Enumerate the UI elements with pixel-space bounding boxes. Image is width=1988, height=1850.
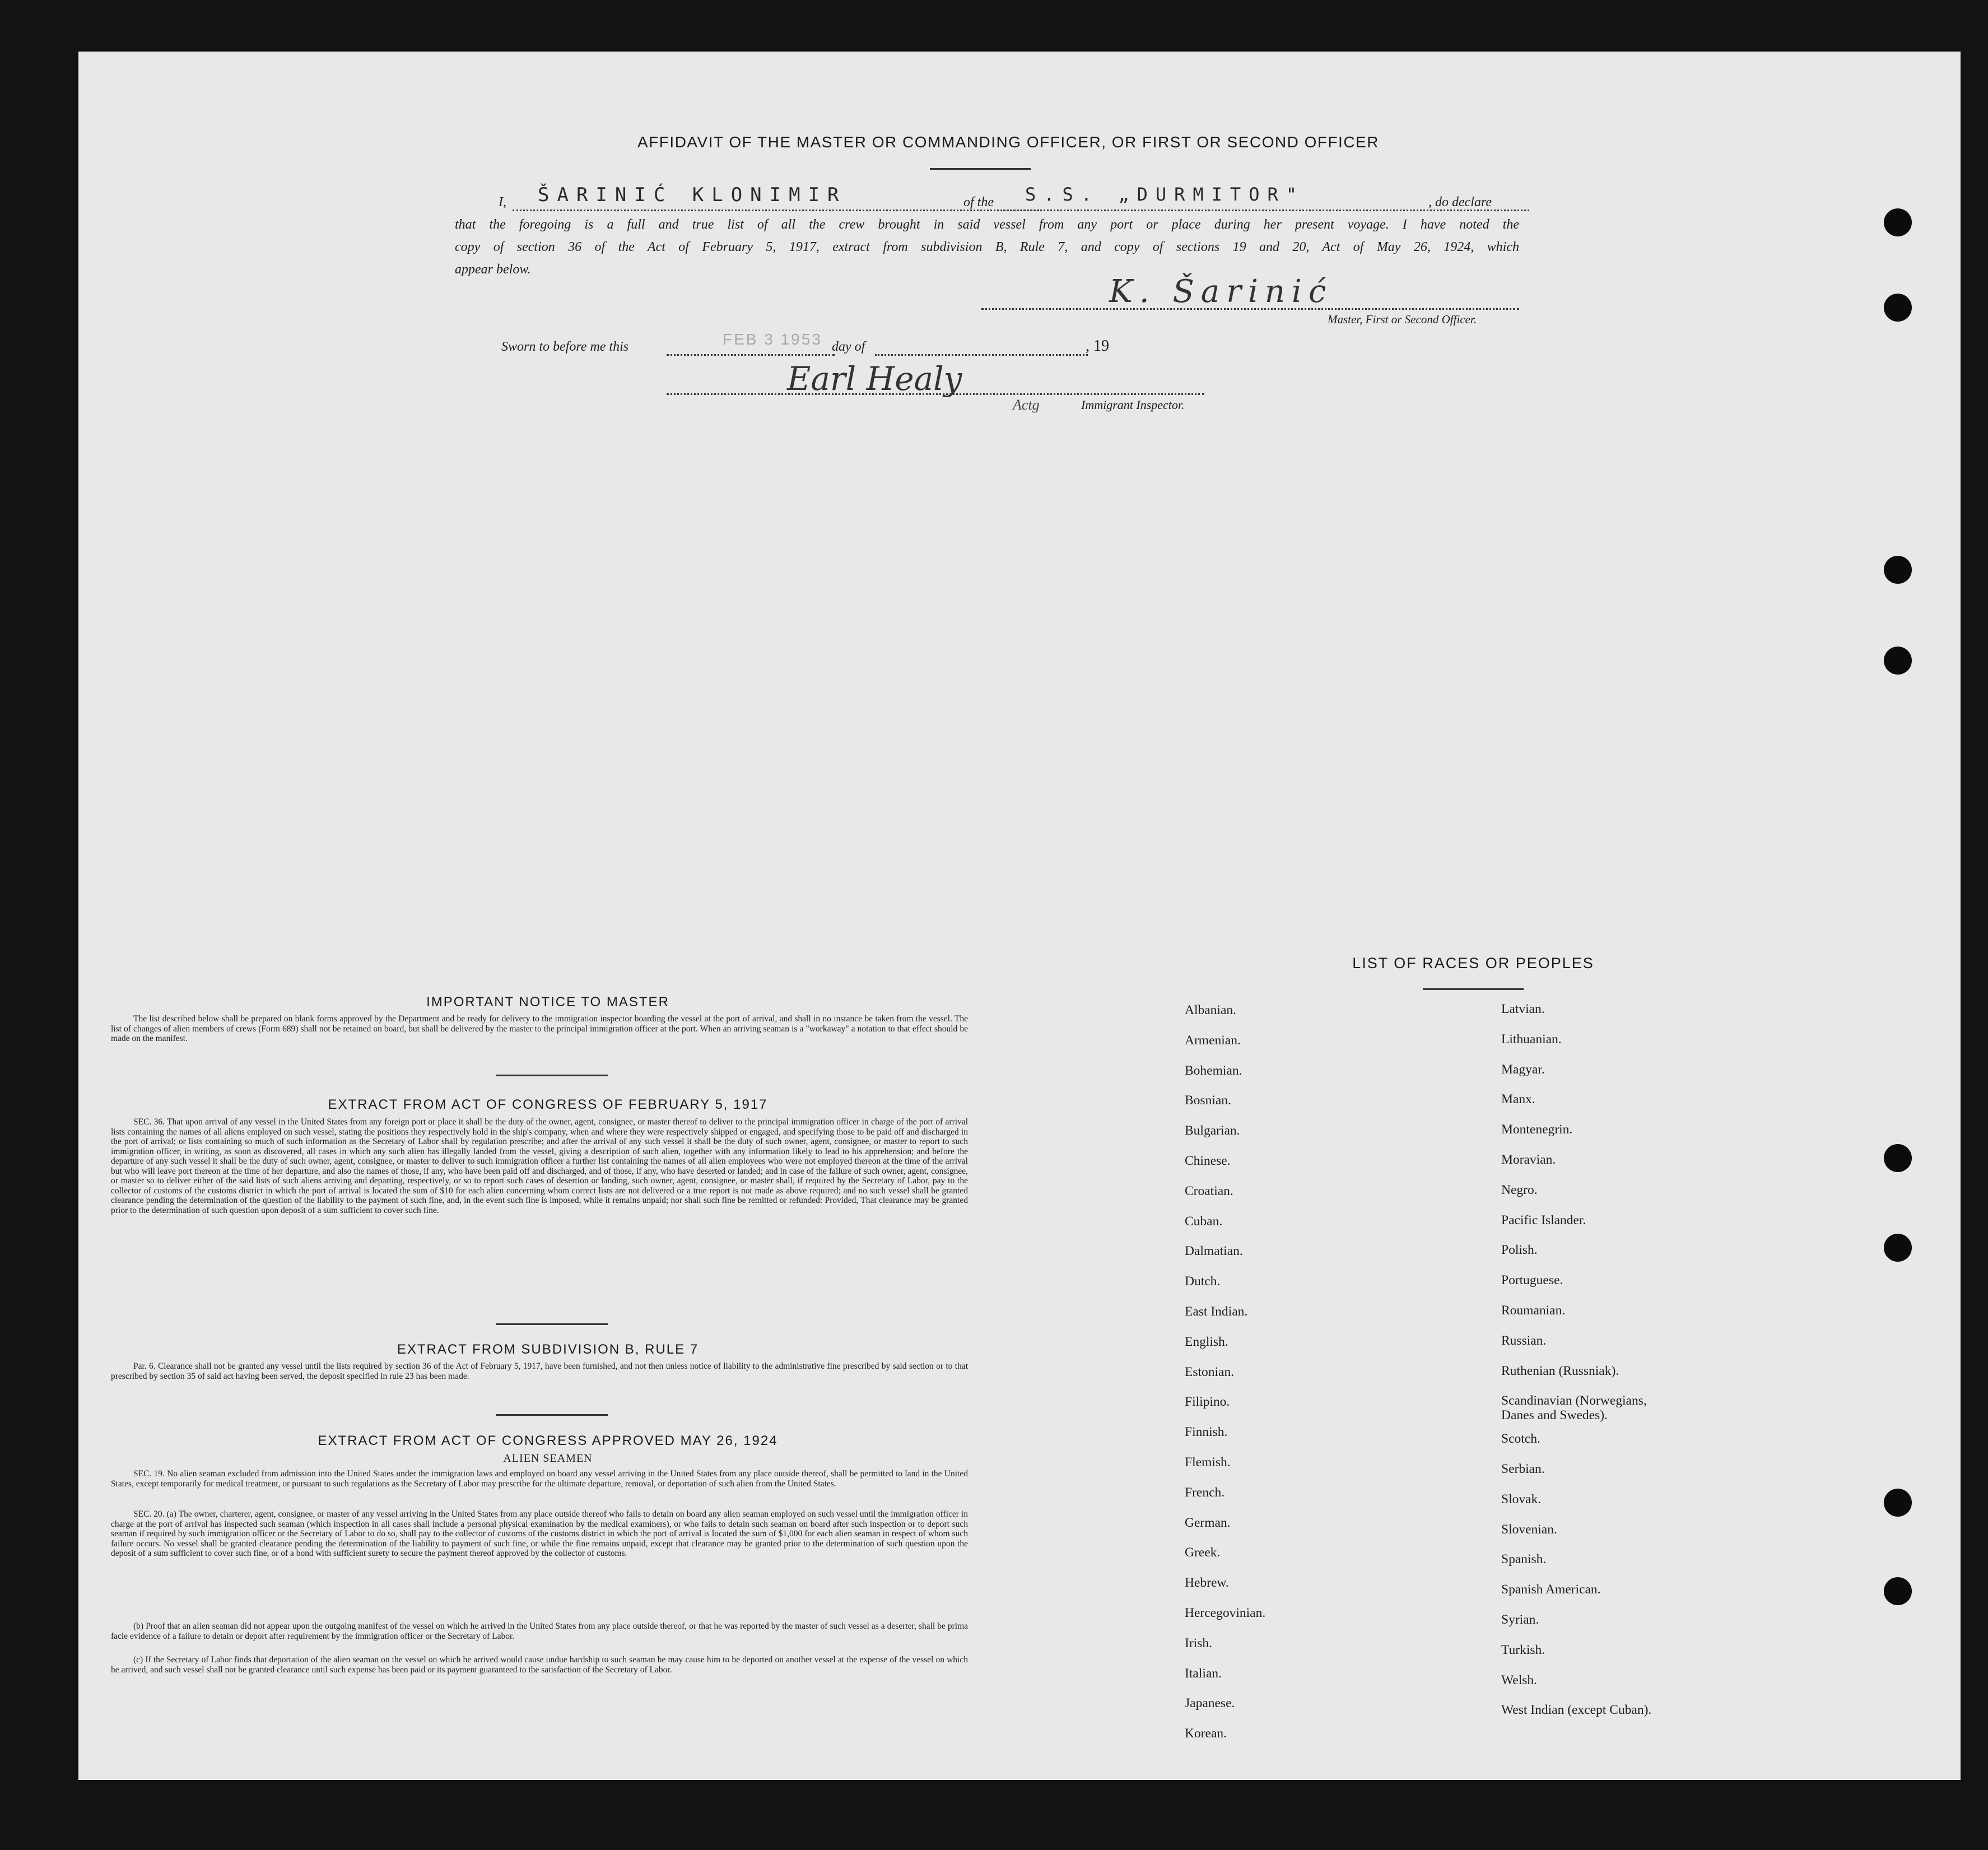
race-item: Polish. <box>1501 1243 1538 1258</box>
race-item: English. <box>1185 1334 1228 1349</box>
document-page <box>78 52 1961 1780</box>
race-item: Turkish. <box>1501 1642 1545 1657</box>
race-item: Estonian. <box>1185 1364 1235 1379</box>
section-divider <box>496 1075 608 1076</box>
punch-hole <box>1884 1144 1912 1172</box>
race-item: Welsh. <box>1501 1672 1538 1688</box>
master-signature: K. Šarinić <box>1109 273 1333 310</box>
master-caption: Master, First or Second Officer. <box>1328 313 1477 326</box>
races-title: LIST OF RACES OR PEOPLES <box>1352 955 1594 972</box>
sworn-date-stamp: FEB 3 1953 <box>723 331 822 348</box>
race-item: Lithuanian. <box>1501 1031 1562 1047</box>
affidavit-line-2: copy of section 36 of the Act of February 5, 1917, extract from subdivision B, Rule 7, and copy of sections 19 and 20, Act of May 26, 1924, which <box>455 240 1519 254</box>
punch-hole <box>1884 556 1912 584</box>
vessel-name: S.S. „DURMITOR" <box>1025 184 1305 205</box>
race-item: East Indian. <box>1185 1304 1248 1319</box>
extract-1924-sec20a: SEC. 20. (a) The owner, charterer, agent, consignee, or master of any vessel arriving in the United States from any place outside thereof who fails to detain on board any alien seaman employed on such vessel until the immigration officer in charge at the port of arrival has inspected such seaman (which inspection in all cases shall include a personal physical examination by the medical examiners), or who fails to detain such seaman on board after such inspection or to deport such seaman if required by such immigration officer or the Secretary of Labor to do so, shall pay to the collector of customs of the customs district in which the port of arrival is located the sum of $1,000 for each alien seaman in respect of whom such failure occurs. No vessel shall be granted clearance pending the determination of the liability to payment of such fine, or while the fine remains unpaid, except that clearance may be granted prior to the determination of such question upon the deposit of a sum sufficient to cover such fine, or of a bond with sufficient surety to secure the payment thereof approved by the collector of customs. <box>111 1509 968 1558</box>
punch-hole <box>1884 208 1912 236</box>
extract-1924-sec20b: (b) Proof that an alien seaman did not appear upon the outgoing manifest of the vessel on which he arrived in the United States from any place outside thereof, or that he was reported by the master of such vessel as a deserter, shall be prima facie evidence of a failure to detain or deport after requirement by the immigration officer or the Secretary of Labor. <box>111 1621 968 1641</box>
race-item: Finnish. <box>1185 1425 1228 1440</box>
sworn-day-line <box>667 354 835 356</box>
race-item: Flemish. <box>1185 1455 1231 1470</box>
inspector-signature-line <box>667 393 1204 395</box>
inspector-caption: Immigrant Inspector. <box>1081 398 1185 412</box>
race-item: Japanese. <box>1185 1696 1235 1711</box>
sworn-label: Sworn to before me this <box>501 340 629 354</box>
race-item: Manx. <box>1501 1092 1535 1107</box>
punch-hole <box>1884 1234 1912 1262</box>
race-item: Hebrew. <box>1185 1575 1229 1591</box>
affidavit-line-1: that the foregoing is a full and true list of all the crew brought in said vessel from any port or place during her present voyage. I have noted the <box>455 217 1519 232</box>
race-item: Portuguese. <box>1501 1273 1563 1288</box>
race-item: Italian. <box>1185 1666 1222 1681</box>
race-item: French. <box>1185 1485 1225 1500</box>
punch-hole <box>1884 294 1912 322</box>
rule7-text: Par. 6. Clearance shall not be granted any vessel until the lists required by section 36 of the Act of February 5, 1917, have been furnished, and not then unless notice of liability to the administrative fine prescribed by said section or to that prescribed by section 35 of said act having been served, the deposit specified in rule 23 has been made. <box>111 1361 968 1381</box>
race-item: Scotch. <box>1501 1431 1540 1447</box>
extract-1924-title: EXTRACT FROM ACT OF CONGRESS APPROVED MAY 26, 1924 <box>318 1433 778 1448</box>
extract-1924-subtitle: ALIEN SEAMEN <box>503 1452 593 1465</box>
inspector-note: Actg <box>1013 397 1040 413</box>
race-item: Serbian. <box>1501 1462 1545 1476</box>
master-name-line <box>513 210 1039 211</box>
section-divider <box>496 1414 608 1416</box>
race-item: Bulgarian. <box>1185 1123 1240 1138</box>
master-name: ŠARINIĆ KLONIMIR <box>538 184 847 206</box>
race-item: Pacific Islander. <box>1501 1212 1586 1228</box>
section-divider <box>496 1323 608 1325</box>
races-divider <box>1423 988 1524 990</box>
race-item: Dalmatian. <box>1185 1244 1243 1259</box>
inspector-signature: Earl Healy <box>787 360 962 398</box>
extract-1924-sec20c: (c) If the Secretary of Labor finds that deportation of the alien seaman on the vessel on which he arrived would cause undue hardship to such seaman he may cause him to be deported on another vessel at the expense of the vessel on which he arrived, and such vessel shall not be granted clearance until such expense has been paid or its payment guaranteed to the satisfaction of the Secretary of Labor. <box>111 1655 968 1675</box>
day-of-label: day of <box>832 340 865 354</box>
race-item: Russian. <box>1501 1333 1547 1348</box>
race-item: West Indian (except Cuban). <box>1501 1703 1652 1718</box>
race-item: Korean. <box>1185 1726 1227 1741</box>
race-item: Cuban. <box>1185 1214 1223 1229</box>
extract-1917-text: SEC. 36. That upon arrival of any vessel in the United States from any foreign port or place it shall be the duty of the owner, agent, consignee, or master thereof to deliver to the principal immigration officer in charge of the port of arrival lists containing the names of all aliens employed on such vessel, stating the positions they respectively hold in the ship's company, when and where they were respectively shipped or engaged, and specifying those to be paid off and discharged in the port of arrival; or lists containing so much of such information as the Secretary of Labor shall by regulation prescribe; and after the arrival of any such vessel it shall be the duty of such owner, agent, consignee, or master to report to such immigration officer, in writing, as soon as discovered, all cases in which any such alien has illegally landed from the vessel, giving a description of such alien, together with any information likely to lead to his apprehension; and before the departure of any such vessel it shall be the duty of such owner, agent, consignee, or master to deliver to such immigration officer a further list containing the names of all alien employees who were not employed thereon at the time of the arrival but who will leave port thereon at the time of her departure, and also the names of those, if any, who have been paid off and discharged, and of those, if any, who have deserted or landed; and in case of the failure of such owner, agent, consignee, or master so to deliver either of the said lists of such aliens arriving and departing, respectively, or so to report such cases of desertion or landing, such owner, agent, consignee, or master shall, if required by the Secretary of Labor, pay to the collector of customs of the customs district in which the port of arrival is located the sum of $10 for each alien concerning whom correct lists are not delivered or a true report is not made as above required; and no such vessel shall be granted clearance pending the determination of the question of the liability to the payment of such fine, and, in the event such fine is imposed, while it remains unpaid; nor shall such fine be remitted or refunded: Provided, That clearance may be granted prior to the determination of such question upon deposit of a sum sufficient to cover such fine. <box>111 1117 968 1215</box>
race-item: Montenegrin. <box>1501 1122 1573 1137</box>
sworn-month-line <box>875 354 1088 356</box>
rule7-title: EXTRACT FROM SUBDIVISION B, RULE 7 <box>397 1342 699 1357</box>
race-item: Croatian. <box>1185 1183 1233 1198</box>
race-item: Hercegovinian. <box>1185 1606 1266 1620</box>
race-item: Filipino. <box>1185 1395 1230 1410</box>
i-label: I, <box>499 195 506 210</box>
punch-hole <box>1884 1577 1912 1605</box>
extract-1917-title: EXTRACT FROM ACT OF CONGRESS OF FEBRUARY 5, 1917 <box>328 1097 768 1112</box>
race-item: Spanish American. <box>1501 1582 1601 1597</box>
race-item: Spanish. <box>1501 1552 1547 1567</box>
punch-hole <box>1884 1489 1912 1517</box>
race-item: Greek. <box>1185 1545 1221 1560</box>
race-item: Bosnian. <box>1185 1093 1231 1108</box>
punch-hole <box>1884 647 1912 675</box>
do-declare: , do declare <box>1428 195 1492 210</box>
race-item: Bohemian. <box>1185 1063 1242 1078</box>
race-item: Negro. <box>1501 1182 1538 1197</box>
race-item: Syrian. <box>1501 1612 1539 1627</box>
race-item: Chinese. <box>1185 1154 1231 1168</box>
race-item: Slovenian. <box>1501 1522 1557 1537</box>
affidavit-title: AFFIDAVIT OF THE MASTER OR COMMANDING OFFICER, OR FIRST OR SECOND OFFICER <box>637 133 1379 151</box>
title-divider <box>930 168 1031 170</box>
race-item: Roumanian. <box>1501 1303 1566 1318</box>
race-item: Albanian. <box>1185 1003 1237 1017</box>
race-item: Magyar. <box>1501 1062 1545 1077</box>
race-item: German. <box>1185 1515 1231 1530</box>
affidavit-line-3: appear below. <box>455 262 531 277</box>
notice-text: The list described below shall be prepared on blank forms approved by the Department and be ready for delivery to the immigration inspector boarding the vessel at the port of arrival, and shall in no instance be taken from the vessel. The list of changes of alien members of crews (Form 689) shall not be retained on board, but shall be delivered by the master to the principal immigration officer at the port. When an arriving seaman is a "workaway" a notation to that effect should be made on the manifest. <box>111 1014 968 1043</box>
extract-1924-sec19: SEC. 19. No alien seaman excluded from admission into the United States under the immigration laws and employed on board any vessel arriving in the United States from any place outside thereof, shall be permitted to land in the United States, except temporarily for medical treatment, or pursuant to such regulations as the Secretary of Labor may prescribe for the ultimate departure, removal, or deportation of such alien from the United States. <box>111 1469 968 1489</box>
race-item: Irish. <box>1185 1635 1212 1651</box>
race-item: Scandinavian (Norwegians, Danes and Swedes). <box>1501 1393 1647 1423</box>
of-the-label: of the <box>963 195 994 210</box>
race-item: Armenian. <box>1185 1033 1241 1048</box>
race-item: Dutch. <box>1185 1274 1221 1289</box>
race-item: Moravian. <box>1501 1152 1556 1167</box>
year-prefix: , 19 <box>1086 337 1109 355</box>
master-signature-line <box>981 308 1519 310</box>
race-item: Latvian. <box>1501 1002 1545 1016</box>
notice-title: IMPORTANT NOTICE TO MASTER <box>426 994 669 1010</box>
race-item: Ruthenian (Russniak). <box>1501 1363 1619 1378</box>
race-item: Slovak. <box>1501 1491 1542 1507</box>
